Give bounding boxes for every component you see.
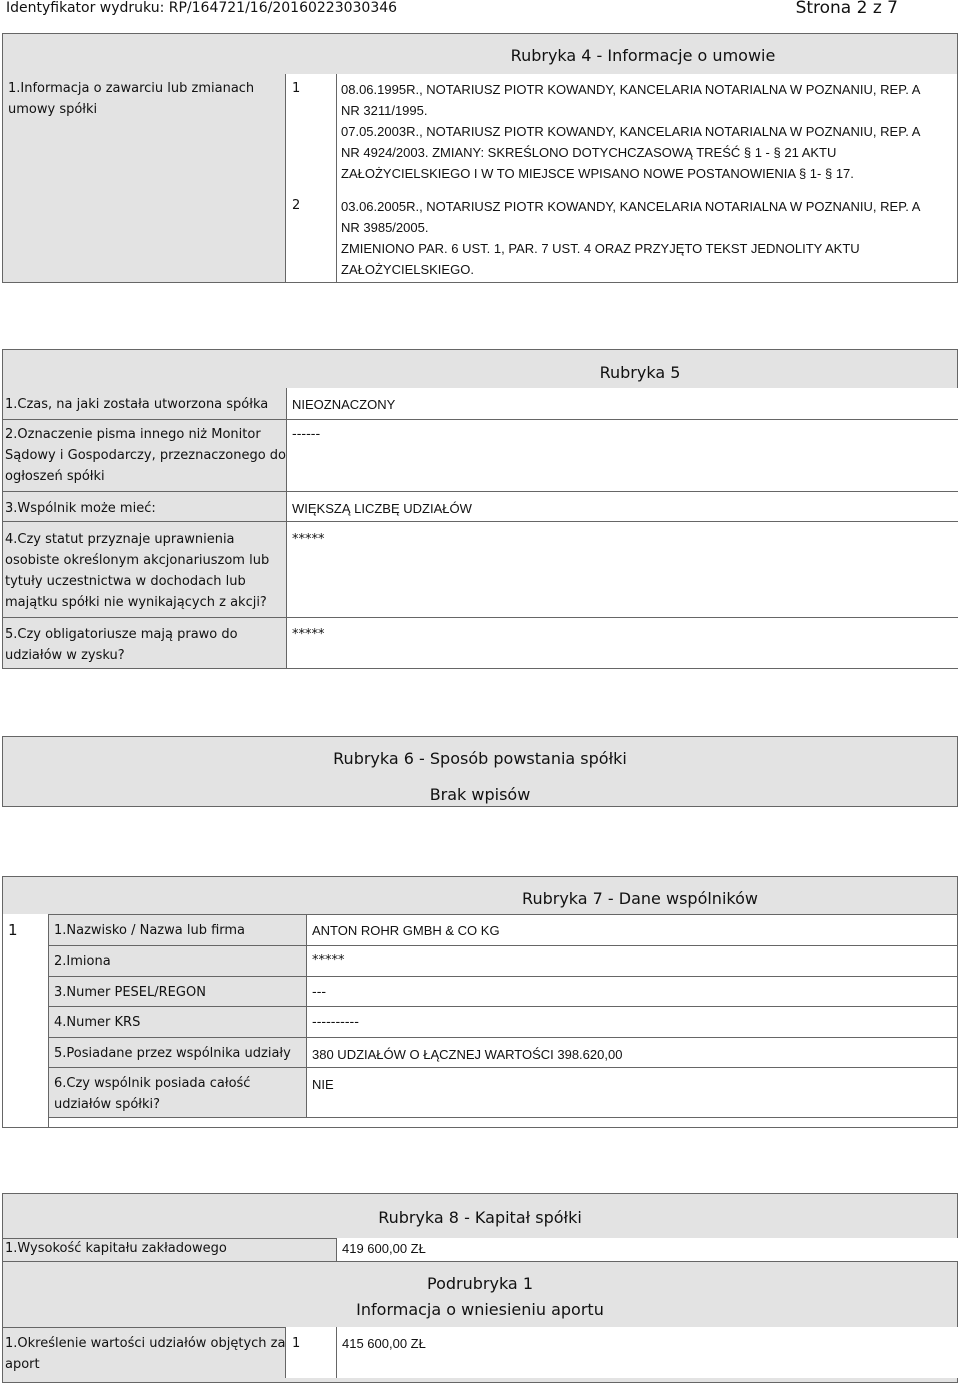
rubryka7-label: 6.Czy wspólnik posiada całość: [54, 1076, 251, 1091]
rubryka5-label: 1.Czas, na jaki została utworzona spółka: [5, 397, 269, 412]
rubryka5-label: majątku spółki nie wynikających z akcji?: [5, 595, 267, 610]
rubryka5-label: ogłoszeń spółki: [5, 469, 105, 484]
rubryka6-section: [2, 736, 958, 807]
rubryka5-label: 2.Oznaczenie pisma innego niż Monitor: [5, 427, 261, 442]
rubryka5-label: 5.Czy obligatoriusze mają prawo do: [5, 627, 238, 642]
rubryka5-value: *****: [292, 627, 325, 642]
rubryka5-label: tytuły uczestnictwa w dochodach lub: [5, 574, 246, 589]
rubryka8-subtitle-1: Podrubryka 1: [427, 1274, 533, 1293]
rubryka7-value: ---: [312, 985, 327, 1000]
rubryka5-value: NIEOZNACZONY: [292, 397, 396, 412]
rubryka8-aport-no: 1: [292, 1336, 301, 1351]
rubryka7-value: *****: [312, 953, 345, 968]
rubryka4-entry-line: 08.06.1995R., NOTARIUSZ PIOTR KOWANDY, KANCELARIA NOTARIALNA W POZNANIU, REP. A: [341, 82, 921, 97]
rubryka4-entry-no: 1: [292, 81, 301, 96]
rubryka4-entry-line: ZMIENIONO PAR. 6 UST. 1, PAR. 7 UST. 4 ORAZ PRZYJĘTO TEKST JEDNOLITY AKTU: [341, 241, 860, 256]
rubryka7-title: Rubryka 7 - Dane wspólników: [522, 889, 758, 908]
rubryka4-entry-line: NR 4924/2003. ZMIANY: SKREŚLONO DOTYCHCZASOWĄ TREŚĆ § 1 - § 21 AKTU: [341, 145, 837, 160]
rubryka8-title: Rubryka 8 - Kapitał spółki: [378, 1208, 582, 1227]
rubryka7-label: udziałów spółki?: [54, 1097, 161, 1112]
rubryka4-label: 1.Informacja o zawarciu lub zmianach umowy spółki: [8, 81, 255, 117]
rubryka8-subtitle-2: Informacja o wniesieniu aportu: [356, 1300, 604, 1319]
rubryka7-label: 3.Numer PESEL/REGON: [54, 985, 206, 1000]
print-identifier: Identyfikator wydruku: RP/164721/16/20160223030346: [6, 0, 398, 16]
page-number: Strona 2 z 7: [795, 0, 898, 18]
rubryka7-entry-no: 1: [8, 921, 18, 939]
rubryka4-title: Rubryka 4 - Informacje o umowie: [510, 46, 776, 65]
rubryka7-label: 1.Nazwisko / Nazwa lub firma: [54, 923, 246, 938]
rubryka4-entry-no: 2: [292, 198, 301, 213]
rubryka5-label: 4.Czy statut przyznaje uprawnienia: [5, 532, 235, 547]
rubryka4-entry-line: 03.06.2005R., NOTARIUSZ PIOTR KOWANDY, KANCELARIA NOTARIALNA W POZNANIU, REP. A: [341, 199, 921, 214]
rubryka7-value: 380 UDZIAŁÓW O ŁĄCZNEJ WARTOŚCI 398.620,00: [312, 1047, 623, 1062]
rubryka8-aport-label: aport: [5, 1357, 40, 1372]
rubryka6-title: Rubryka 6 - Sposób powstania spółki: [333, 749, 627, 768]
rubryka8-capital-label: 1.Wysokość kapitału zakładowego: [5, 1241, 227, 1256]
rubryka8-aport-value: 415 600,00 ZŁ: [342, 1336, 426, 1351]
rubryka7-label: 5.Posiadane przez wspólnika udziały: [54, 1046, 291, 1061]
rubryka5-label: Sądowy i Gospodarczy, przeznaczonego do: [5, 448, 286, 463]
rubryka5-value: *****: [292, 532, 325, 547]
rubryka8-aport-label: 1.Określenie wartości udziałów objętych za: [5, 1336, 286, 1351]
rubryka7-value: ANTON ROHR GMBH & CO KG: [312, 923, 500, 938]
rubryka6-empty: Brak wpisów: [429, 785, 531, 804]
rubryka4-entry-line: ZAŁOŻYCIELSKIEGO I W TO MIEJSCE WPISANO NOWE POSTANOWIENIA § 1- § 17.: [341, 166, 854, 181]
rubryka4-entry-line: 07.05.2003R., NOTARIUSZ PIOTR KOWANDY, KANCELARIA NOTARIALNA W POZNANIU, REP. A: [341, 124, 921, 139]
rubryka4-entry-line: NR 3211/1995.: [341, 103, 428, 118]
rubryka4-entry-line: NR 3985/2005.: [341, 220, 429, 235]
rubryka8-capital-value: 419 600,00 ZŁ: [342, 1241, 426, 1256]
rubryka5-label: 3.Wspólnik może mieć:: [5, 501, 156, 516]
rubryka5-label: osobiste określonym akcjonariuszom lub: [5, 553, 270, 568]
rubryka5-title: Rubryka 5: [599, 363, 681, 382]
rubryka7-label: 2.Imiona: [54, 954, 111, 969]
rubryka5-value: WIĘKSZĄ LICZBĘ UDZIAŁÓW: [292, 501, 472, 516]
rubryka5-value: ------: [292, 427, 321, 442]
rubryka7-value: ----------: [312, 1015, 359, 1030]
rubryka5-label: udziałów w zysku?: [5, 648, 125, 663]
rubryka7-label: 4.Numer KRS: [54, 1015, 141, 1030]
rubryka4-entry-line: ZAŁOŻYCIELSKIEGO.: [341, 262, 474, 277]
rubryka7-value: NIE: [312, 1077, 334, 1092]
